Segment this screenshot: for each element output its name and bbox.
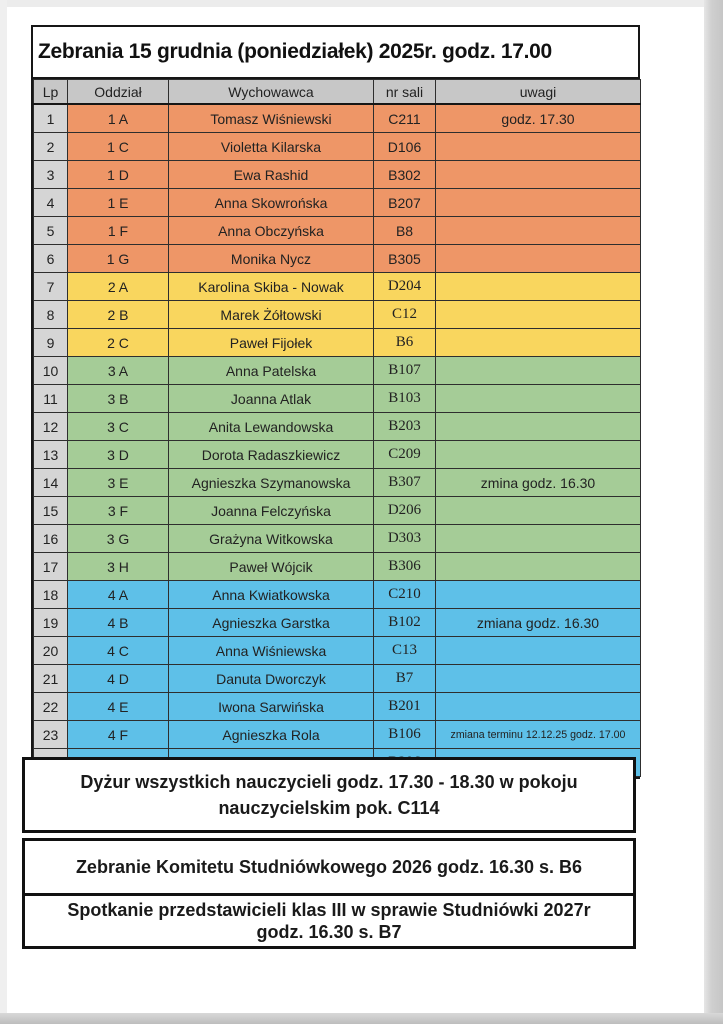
row-number-cell: 1 [34, 104, 68, 133]
class-cell: 3 E [68, 469, 169, 497]
remark-cell [436, 637, 641, 665]
table-row [34, 245, 641, 273]
row-number-cell: 15 [34, 497, 68, 525]
table-row [34, 385, 641, 413]
remark-cell [436, 413, 641, 441]
header-oddzial: Oddział [68, 80, 169, 105]
row-number-cell: 16 [34, 525, 68, 553]
remark-cell: zmina godz. 16.30 [436, 469, 641, 497]
room-cell: B307 [374, 469, 436, 497]
table-row [34, 329, 641, 357]
room-cell: B106 [374, 721, 436, 749]
class-cell: 4 B [68, 609, 169, 637]
remark-cell [436, 301, 641, 329]
header-lp: Lp [34, 80, 68, 105]
class-cell: 3 G [68, 525, 169, 553]
teacher-cell: Anna Skowrońska [169, 189, 374, 217]
room-cell: B201 [374, 693, 436, 721]
room-cell: B102 [374, 609, 436, 637]
prom-committee-notice [22, 838, 636, 896]
remark-cell [436, 385, 641, 413]
teacher-cell: Ewa Rashid [169, 161, 374, 189]
room-cell: B7 [374, 665, 436, 693]
row-number-cell: 22 [34, 693, 68, 721]
page-title: Zebrania 15 grudnia (poniedziałek) 2025r. godz. 17.00 [33, 27, 638, 79]
remark-cell [436, 441, 641, 469]
teacher-cell: Danuta Dworczyk [169, 665, 374, 693]
class-cell: 1 D [68, 161, 169, 189]
notice-line: nauczycielskim pok. C114 [218, 798, 440, 818]
teacher-cell: Agnieszka Rola [169, 721, 374, 749]
remark-cell [436, 273, 641, 301]
teacher-cell: Anna Kwiatkowska [169, 581, 374, 609]
room-cell: C210 [374, 581, 436, 609]
teacher-cell: Iwona Sarwińska [169, 693, 374, 721]
header-nr-sali: nr sali [374, 80, 436, 105]
class-cell: 2 A [68, 273, 169, 301]
notices-section [22, 757, 636, 949]
remark-cell [436, 161, 641, 189]
table-row [34, 581, 641, 609]
row-number-cell: 14 [34, 469, 68, 497]
room-cell: C12 [374, 301, 436, 329]
class-cell: 3 F [68, 497, 169, 525]
table-row [34, 413, 641, 441]
room-cell: D106 [374, 133, 436, 161]
class-iii-meeting-notice [22, 893, 636, 949]
row-number-cell: 23 [34, 721, 68, 749]
teacher-cell: Joanna Felczyńska [169, 497, 374, 525]
teacher-cell: Agnieszka Szymanowska [169, 469, 374, 497]
room-cell: D303 [374, 525, 436, 553]
table-row [34, 553, 641, 581]
room-cell: B305 [374, 245, 436, 273]
table-row [34, 301, 641, 329]
row-number-cell: 7 [34, 273, 68, 301]
teacher-cell: Anna Obczyńska [169, 217, 374, 245]
table-row [34, 441, 641, 469]
remark-cell [436, 581, 641, 609]
room-cell: C13 [374, 637, 436, 665]
room-cell: B306 [374, 553, 436, 581]
row-number-cell: 6 [34, 245, 68, 273]
remark-cell [436, 133, 641, 161]
table-row [34, 637, 641, 665]
room-cell: C209 [374, 441, 436, 469]
row-number-cell: 10 [34, 357, 68, 385]
room-cell: B302 [374, 161, 436, 189]
row-number-cell: 21 [34, 665, 68, 693]
class-cell: 1 A [68, 104, 169, 133]
header-uwagi: uwagi [436, 80, 641, 105]
teacher-cell: Anna Wiśniewska [169, 637, 374, 665]
teacher-cell: Monika Nycz [169, 245, 374, 273]
remark-cell [436, 525, 641, 553]
table-row [34, 693, 641, 721]
table-row [34, 217, 641, 245]
class-cell: 3 H [68, 553, 169, 581]
table-row [34, 721, 641, 749]
table-row [34, 665, 641, 693]
remark-cell: godz. 17.30 [436, 104, 641, 133]
class-cell: 4 C [68, 637, 169, 665]
teacher-cell: Paweł Fijołek [169, 329, 374, 357]
table-row [34, 161, 641, 189]
teacher-cell: Violetta Kilarska [169, 133, 374, 161]
room-cell: D204 [374, 273, 436, 301]
remark-cell [436, 693, 641, 721]
notice-line: Spotkanie przedstawicieli klas III w sprawie Studniówki 2027r [67, 900, 591, 920]
remark-cell: zmiana godz. 16.30 [436, 609, 641, 637]
row-number-cell: 11 [34, 385, 68, 413]
class-cell: 4 E [68, 693, 169, 721]
remark-cell [436, 329, 641, 357]
row-number-cell: 4 [34, 189, 68, 217]
row-number-cell: 13 [34, 441, 68, 469]
row-number-cell: 18 [34, 581, 68, 609]
class-cell: 1 C [68, 133, 169, 161]
teacher-cell: Anna Patelska [169, 357, 374, 385]
row-number-cell: 19 [34, 609, 68, 637]
row-number-cell: 12 [34, 413, 68, 441]
remark-cell [436, 217, 641, 245]
room-cell: B6 [374, 329, 436, 357]
scan-edge-top [0, 0, 723, 7]
row-number-cell: 20 [34, 637, 68, 665]
scan-edge-bottom [0, 1013, 723, 1024]
row-number-cell: 2 [34, 133, 68, 161]
class-cell: 4 D [68, 665, 169, 693]
room-cell: B8 [374, 217, 436, 245]
table-row [34, 273, 641, 301]
teacher-cell: Marek Żółtowski [169, 301, 374, 329]
room-cell: D206 [374, 497, 436, 525]
notice-line: godz. 16.30 s. B7 [256, 922, 402, 942]
row-number-cell: 9 [34, 329, 68, 357]
class-cell: 4 F [68, 721, 169, 749]
room-cell: B207 [374, 189, 436, 217]
teacher-cell: Agnieszka Garstka [169, 609, 374, 637]
table-row [34, 104, 641, 133]
class-cell: 1 F [68, 217, 169, 245]
remark-cell [436, 497, 641, 525]
table-row [34, 133, 641, 161]
table-row [34, 357, 641, 385]
row-number-cell: 17 [34, 553, 68, 581]
class-cell: 2 B [68, 301, 169, 329]
teacher-cell: Tomasz Wiśniewski [169, 104, 374, 133]
notice-line: Dyżur wszystkich nauczycieli godz. 17.30 - 18.30 w pokoju [80, 772, 578, 792]
table-row [34, 469, 641, 497]
room-cell: B107 [374, 357, 436, 385]
teacher-cell: Anita Lewandowska [169, 413, 374, 441]
row-number-cell: 3 [34, 161, 68, 189]
remark-cell [436, 245, 641, 273]
notice-line: Zebranie Komitetu Studniówkowego 2026 godz. 16.30 s. B6 [75, 857, 583, 877]
class-cell: 1 E [68, 189, 169, 217]
class-cell: 3 C [68, 413, 169, 441]
remark-cell [436, 357, 641, 385]
table-row [34, 497, 641, 525]
teachers-duty-notice [22, 757, 636, 833]
room-cell: C211 [374, 104, 436, 133]
class-cell: 2 C [68, 329, 169, 357]
class-cell: 3 A [68, 357, 169, 385]
table-row [34, 525, 641, 553]
room-cell: B203 [374, 413, 436, 441]
table-header-row [34, 80, 641, 105]
meetings-table [33, 79, 641, 777]
remark-cell [436, 553, 641, 581]
room-cell: B103 [374, 385, 436, 413]
row-number-cell: 5 [34, 217, 68, 245]
teacher-cell: Paweł Wójcik [169, 553, 374, 581]
remark-cell [436, 665, 641, 693]
scan-edge-right [704, 0, 723, 1024]
teacher-cell: Dorota Radaszkiewicz [169, 441, 374, 469]
teacher-cell: Grażyna Witkowska [169, 525, 374, 553]
scan-edge-left [0, 0, 7, 1024]
remark-cell [436, 189, 641, 217]
header-wychowawca: Wychowawca [169, 80, 374, 105]
row-number-cell: 8 [34, 301, 68, 329]
teacher-cell: Karolina Skiba - Nowak [169, 273, 374, 301]
table-row [34, 609, 641, 637]
remark-cell: zmiana terminu 12.12.25 godz. 17.00 [436, 721, 641, 749]
schedule-table-container [31, 25, 640, 779]
class-cell: 1 G [68, 245, 169, 273]
table-row [34, 189, 641, 217]
teacher-cell: Joanna Atlak [169, 385, 374, 413]
class-cell: 3 D [68, 441, 169, 469]
class-cell: 3 B [68, 385, 169, 413]
class-cell: 4 A [68, 581, 169, 609]
